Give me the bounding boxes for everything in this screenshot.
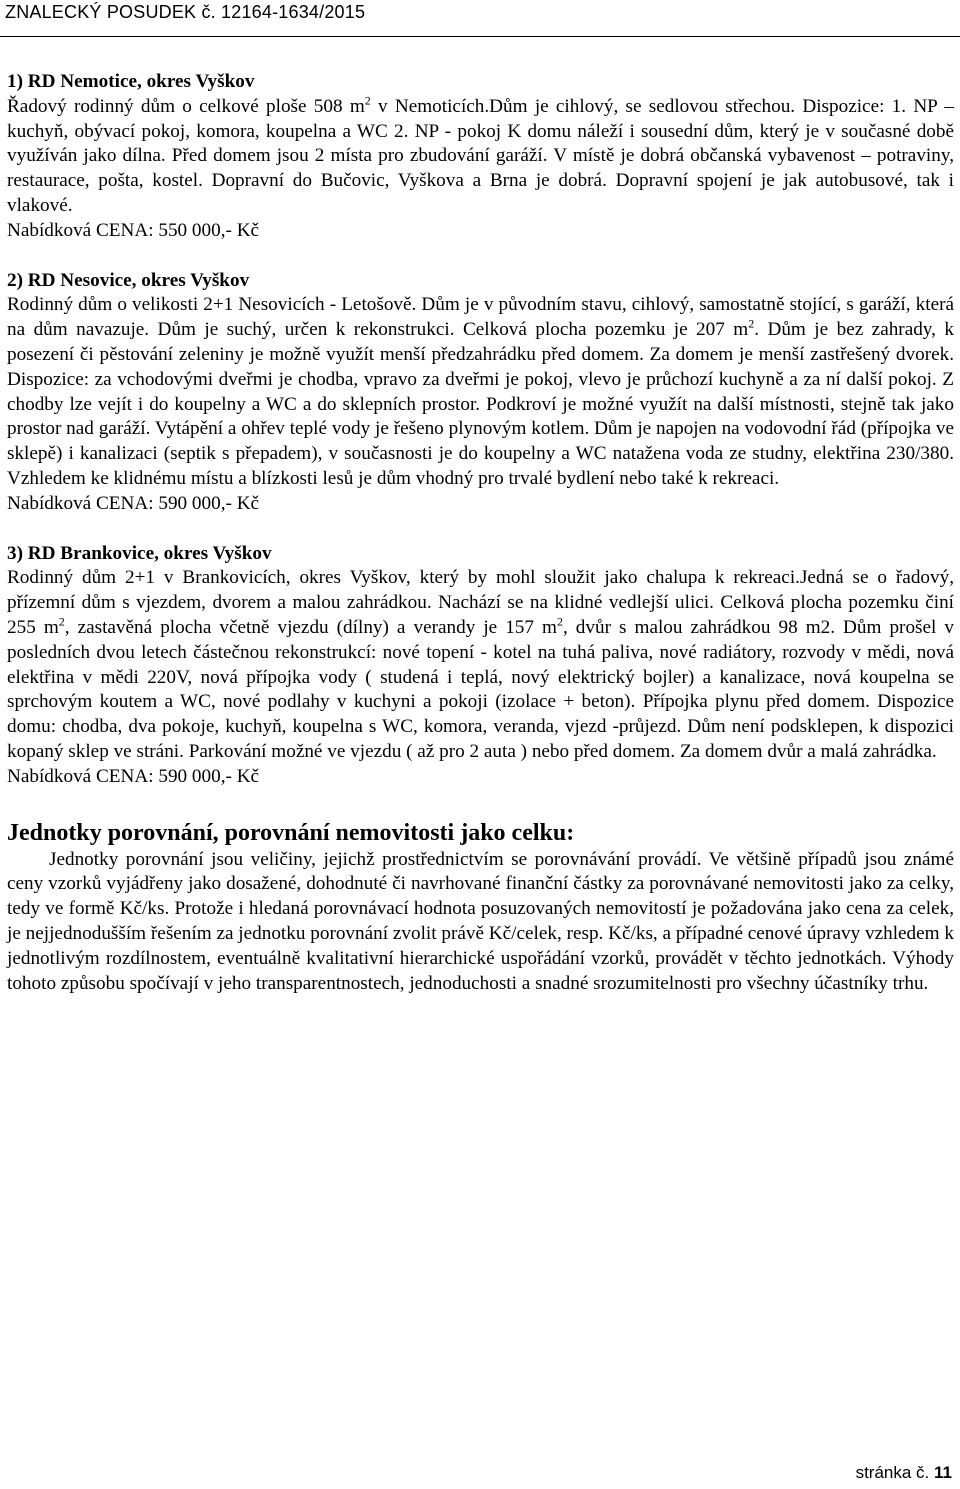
superscript: 2 [556, 614, 563, 629]
page-footer [0, 1458, 960, 1489]
spacer [7, 517, 954, 542]
document-body [7, 70, 954, 996]
spacer [7, 244, 954, 269]
listing-title: 2) RD Nesovice, okres Vyškov [7, 269, 250, 291]
spacer [7, 790, 954, 818]
listing-title: 1) RD Nemotice, okres Vyškov [7, 71, 255, 92]
page-number-value: 11 [934, 1463, 952, 1482]
superscript: 2 [58, 614, 65, 629]
comparison-units-section [7, 818, 954, 997]
section-paragraph: Jednotky porovnání jsou veličiny, jejichž prostřednictvím se porovnávání provádí. Ve většině případů jsou známé ceny vzorků vyjádřeny jako dosažené, dohodnuté či navrhované finanční částky za porovnávané nemovitosti jako za celky, tedy ve formě Kč/ks. Protože i hledaná porovnávací hodnota posuzovaných nemovitostí je požadována jako cena za celek, je nejjednodušším řešením za jednotku porovnání zvolit právě Kč/celek, resp. Kč/ks, a případné cenové úpravy vzhledem k jednotlivým rozdílnostem, eventuálně kvalitativní hierarchické uspořádání vzorků, provádět v těchto jednotkách. Výhody tohoto způsobu spočívají v jeho transparentnostech, jednoduchosti a snadné srozumitelnosti pro všechny účastníky trhu. [7, 848, 954, 994]
superscript: 2 [748, 316, 755, 331]
listing-description: Rodinný dům 2+1 v Brankovicích, okres Vyškov, který by mohl sloužit jako chalupa k rekreaci.Jedná se o řadový, přízemní dům s vjezdem, dvorem a malou zahrádkou. Nachází se na klidné vedlejší ulici. Celková plocha pozemku činí 255 $m^2$, zastavěná plocha včetně vjezdu (dílny) a verandy je 157 $m^2$, dvůr s malou zahrádkou 98 m2. Dům prošel v posledních dvou letech částečnou rekonstrukcí: nové topení - kotel na tuhá paliva, nové radiátory, rozvody v mědi, nová elektřina v mědi 220V, nová přípojka vody ( studená i teplá, nový elektrický bojler) a kanalizace, nová koupelna se sprchovým koutem a WC, nové podlahy v kuchyni a pokoji (izolace + beton). Přípojka plynu před domem. Dispozice domu: chodba, dva pokoje, kuchyň, koupelna s WC, komora, veranda, vjezd -průjezd. Dům není podsklepen, k dispozici kopaný sklep ve stráni. Parkování možné ve vjezdu ( až pro 2 auta ) nebo před domem. Za domem dvůr a malá zahrádka. [7, 567, 954, 762]
listing-2 [7, 269, 954, 517]
listing-price: Nabídková CENA: 550 000,- Kč [7, 219, 260, 241]
listing-description: Rodinný dům o velikosti 2+1 Nesovicích - Letošově. Dům je v původním stavu, cihlový, samostatně stojící, s garáží, která na dům navazuje. Dům je suchý, určen k rekonstrukci. Celková plocha pozemku je 207 $m^2$. Dům je bez zahrady, k posezení či pěstování zeleniny je možně využít menší předzahrádku před domem. Za domem je menší zastřešený dvorek. Dispozice: za vchodovými dveřmi je chodba, vpravo za dveřmi je pokoj, vlevo je průchozí kuchyně a za ní další pokoj. Z chodby lze vejít i do koupelny a WC a do sklepních prostor. Podkroví je možné využít na další místnosti, stejně tak jako prostor nad garáží. Vytápění a ohřev teplé vody je řešeno plynovým kotlem. Dům je napojen na vodovodní řád (přípojka ve sklepě) i kanalizaci (septik s přepadem), v současnosti je do koupelny a WC natažena voda ze studny, elektřina 230/380. Vzhledem ke klidnému místu a blízkosti lesů je dům vhodný pro trvalé bydlení nebo také k rekreaci. [7, 294, 954, 489]
listing-title: 3) RD Brankovice, okres Vyškov [7, 542, 272, 564]
listing-price: Nabídková CENA: 590 000,- Kč [7, 765, 260, 787]
superscript: 2 [364, 93, 371, 108]
listing-price: Nabídková CENA: 590 000,- Kč [7, 492, 260, 514]
section-heading: Jednotky porovnání, porovnání nemovitosti jako celku: [7, 819, 575, 846]
header-divider [0, 36, 960, 37]
listing-3 [7, 542, 954, 790]
listing-description: Řadový rodinný dům o celkové ploše 508 $m^2$ v Nemoticích.Dům je cihlový, se sedlovou střechou. Dispozice: 1. NP –kuchyň, obývací pokoj, komora, koupelna a WC 2. NP - pokoj K domu náleží i sousední dům, který je v současné době využíván jako dílna. Před domem jsou 2 místa pro zbudování garáží. V místě je dobrá občanská vybavenost – potraviny, restaurace, pošta, kostel. Dopravní do Bučovic, Vyškova a Brna je dobrá. Dopravní spojení je jak autobusové, tak i vlakové. [7, 93, 954, 216]
document-title: ZNALECKÝ POSUDEK č. 12164-1634/2015 [5, 2, 366, 22]
listing-1 [7, 70, 954, 244]
page-number: stránka č. 11 [855, 1463, 952, 1482]
page-header [0, 0, 960, 44]
